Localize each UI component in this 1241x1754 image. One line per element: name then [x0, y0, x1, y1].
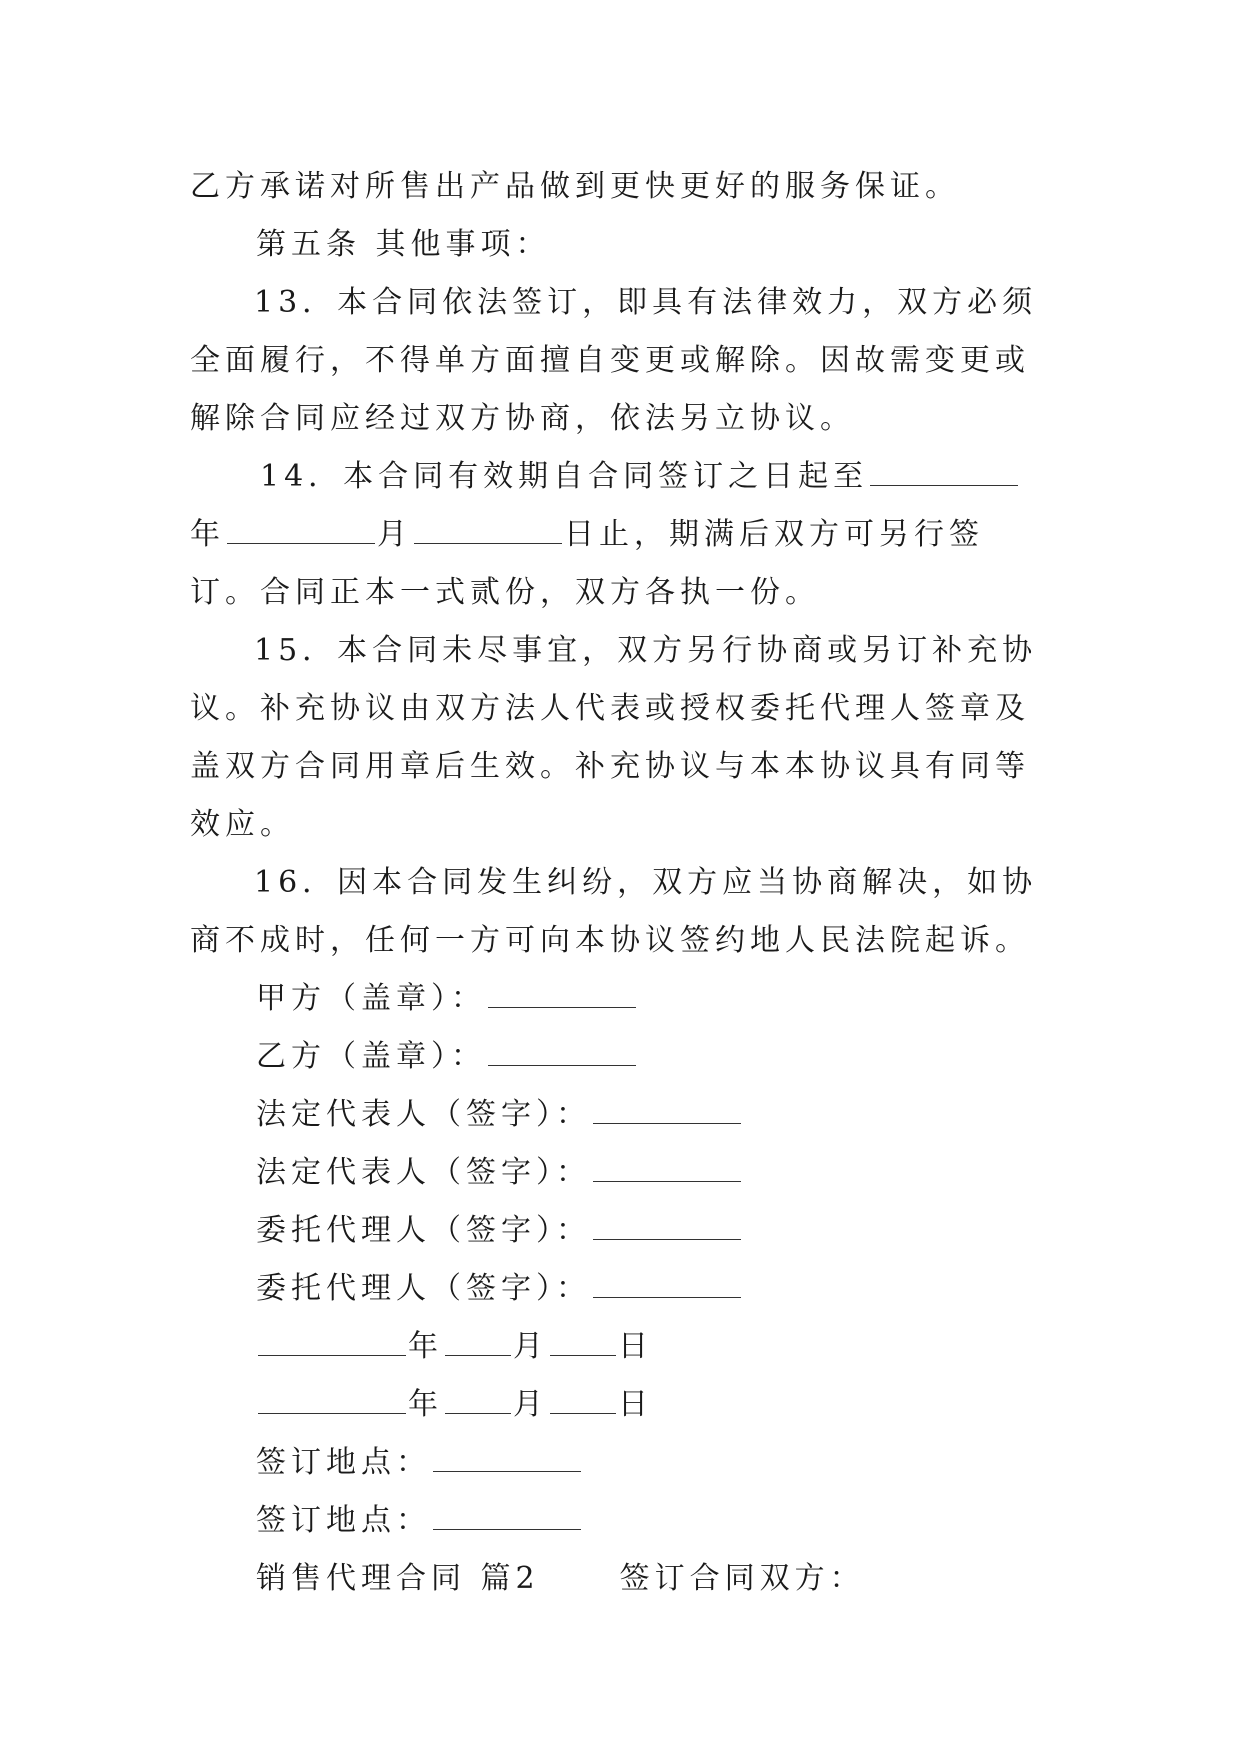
- blank-field: [550, 1379, 616, 1414]
- clause-14-part1: 14．本合同有效期自合同签订之日起至: [260, 459, 869, 494]
- clause-14-month: 月: [377, 517, 412, 552]
- date-day-label: 日: [618, 1329, 653, 1364]
- blank-field: [593, 1089, 741, 1124]
- blank-field: [870, 451, 1018, 486]
- blank-field: [445, 1379, 511, 1414]
- party-a-seal-label: 甲方（盖章）：: [256, 981, 486, 1016]
- blank-field: [258, 1321, 406, 1356]
- legal-rep-line-2: [190, 1144, 1050, 1202]
- blank-field: [258, 1379, 406, 1414]
- date-month-label: 月: [513, 1329, 548, 1364]
- paragraph-service-guarantee: 乙方承诺对所售出产品做到更快更好的服务保证。: [190, 169, 960, 204]
- blank-field: [433, 1437, 581, 1472]
- blank-field: [550, 1321, 616, 1356]
- legal-rep-label-1: 法定代表人（签字）：: [256, 1097, 591, 1132]
- blank-field: [593, 1205, 741, 1240]
- date-day-label: 日: [618, 1387, 653, 1422]
- agent-label-1: 委托代理人（签字）：: [256, 1213, 591, 1248]
- blank-field: [227, 509, 375, 544]
- clause-13: 13．本合同依法签订，即具有法律效力，双方必须全面履行，不得单方面擅自变更或解除。因故需变更或解除合同应经过双方协商，依法另立协议。: [190, 285, 1038, 436]
- clause-14-year: 年: [190, 517, 225, 552]
- next-section-line: [190, 1550, 1050, 1608]
- agent-label-2: 委托代理人（签字）：: [256, 1271, 591, 1306]
- article-5-heading: 第五条 其他事项：: [256, 227, 551, 262]
- signing-place-line-1: [190, 1434, 1050, 1492]
- signing-place-label-1: 签订地点：: [256, 1445, 431, 1480]
- document-body: [190, 158, 1050, 1608]
- signing-place-label-2: 签订地点：: [256, 1503, 431, 1538]
- blank-field: [445, 1321, 511, 1356]
- party-a-seal-line: [190, 970, 1050, 1028]
- date-line-1: [190, 1318, 1050, 1376]
- party-b-seal-line: [190, 1028, 1050, 1086]
- date-line-2: [190, 1376, 1050, 1434]
- legal-rep-line-1: [190, 1086, 1050, 1144]
- clause-14-part2: 日止，期满后双方可另行签订。合同正本一式贰份，双方各执一份。: [190, 517, 984, 610]
- clause-14: [190, 448, 1050, 622]
- agent-line-2: [190, 1260, 1050, 1318]
- date-year-label: 年: [408, 1329, 443, 1364]
- party-b-seal-label: 乙方（盖章）：: [256, 1039, 486, 1074]
- contract-parties-label: 签订合同双方：: [619, 1561, 865, 1596]
- blank-field: [414, 509, 562, 544]
- clause-15: 15．本合同未尽事宜，双方另行协商或另订补充协议。补充协议由双方法人代表或授权委托代理人签章及盖双方合同用章后生效。补充协议与本本协议具有同等效应。: [190, 633, 1038, 842]
- date-year-label: 年: [408, 1387, 443, 1422]
- blank-field: [593, 1263, 741, 1298]
- clause-16: 16．因本合同发生纠纷，双方应当协商解决，如协商不成时，任何一方可向本协议签约地人民法院起诉。: [190, 865, 1038, 958]
- agent-line-1: [190, 1202, 1050, 1260]
- signing-place-line-2: [190, 1492, 1050, 1550]
- next-contract-title: 销售代理合同 篇2: [256, 1561, 540, 1596]
- date-month-label: 月: [513, 1387, 548, 1422]
- blank-field: [593, 1147, 741, 1182]
- legal-rep-label-2: 法定代表人（签字）：: [256, 1155, 591, 1190]
- blank-field: [488, 973, 636, 1008]
- blank-field: [433, 1495, 581, 1530]
- blank-field: [488, 1031, 636, 1066]
